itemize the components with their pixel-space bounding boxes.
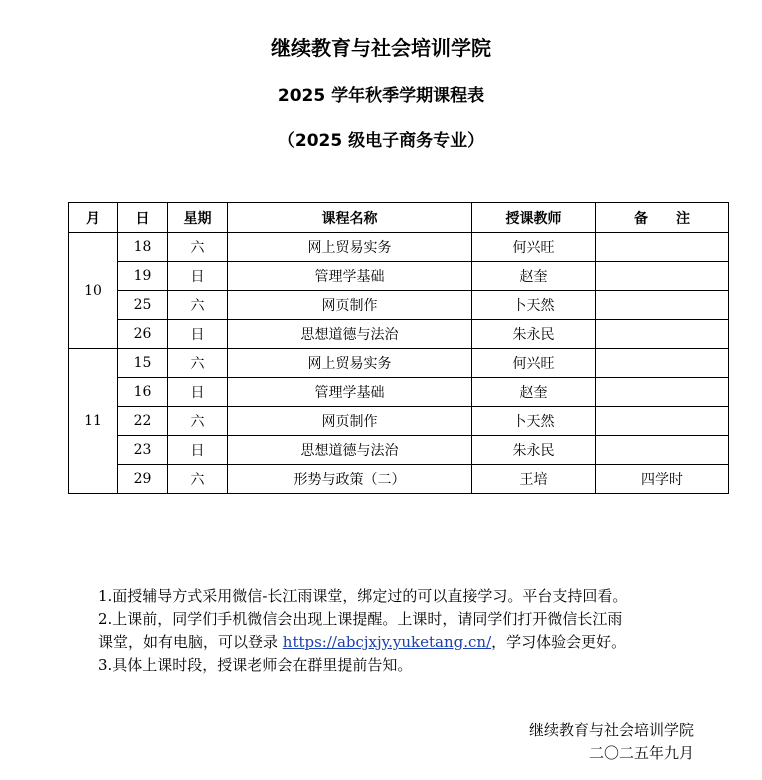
table-row [69, 349, 729, 378]
note-cell [596, 378, 729, 407]
note-line-2-cont-pre: 课堂，如有电脑，可以登录 [98, 633, 283, 651]
day-cell: 16 [118, 378, 168, 407]
day-cell: 29 [118, 465, 168, 494]
course-cell: 网页制作 [228, 291, 472, 320]
course-cell: 思想道德与法治 [228, 320, 472, 349]
weekday-cell: 日 [168, 378, 228, 407]
teacher-cell: 王培 [472, 465, 596, 494]
table-row [69, 291, 729, 320]
note-cell [596, 407, 729, 436]
note-line-3: 3.具体上课时段，授课老师会在群里提前告知。 [98, 656, 413, 674]
teacher-cell: 卜天然 [472, 407, 596, 436]
weekday-cell: 六 [168, 465, 228, 494]
course-cell: 形势与政策（二） [228, 465, 472, 494]
major-subtitle: （2025 级电子商务专业） [277, 131, 485, 151]
weekday-cell: 日 [168, 262, 228, 291]
weekday-cell: 六 [168, 233, 228, 262]
course-cell: 思想道德与法治 [228, 436, 472, 465]
note-cell: 四学时 [596, 465, 729, 494]
teacher-cell: 朱永民 [472, 436, 596, 465]
teacher-cell: 朱永民 [472, 320, 596, 349]
schedule-subtitle: 2025 学年秋季学期课程表 [277, 86, 485, 106]
table-header-row [69, 203, 729, 233]
header-teacher: 授课教师 [472, 203, 596, 233]
yuketang-link[interactable]: https://abcjxjy.yuketang.cn/ [282, 633, 492, 651]
course-cell: 网页制作 [228, 407, 472, 436]
course-cell: 网上贸易实务 [228, 233, 472, 262]
course-cell: 管理学基础 [228, 262, 472, 291]
header-weekday: 星期 [168, 203, 228, 233]
course-cell: 管理学基础 [228, 378, 472, 407]
note-cell [596, 320, 729, 349]
weekday-cell: 六 [168, 291, 228, 320]
table-row [69, 436, 729, 465]
header-course: 课程名称 [228, 203, 472, 233]
table-row [69, 378, 729, 407]
signature-org: 继续教育与社会培训学院 [528, 721, 694, 739]
weekday-cell: 六 [168, 349, 228, 378]
weekday-cell: 六 [168, 407, 228, 436]
note-line-2: 2.上课前，同学们手机微信会出现上课提醒。上课时，请同学们打开微信长江雨 [98, 610, 623, 628]
signature-date: 二〇二五年九月 [588, 744, 694, 762]
day-cell: 19 [118, 262, 168, 291]
teacher-cell: 卜天然 [472, 291, 596, 320]
note-cell [596, 436, 729, 465]
note-line-2-cont-post: ，学习体验会更好。 [491, 633, 627, 651]
day-cell: 25 [118, 291, 168, 320]
table-row [69, 262, 729, 291]
note-line-2-cont [98, 631, 708, 654]
table-row [69, 320, 729, 349]
course-cell: 网上贸易实务 [228, 349, 472, 378]
month-cell: 10 [69, 233, 118, 349]
teacher-cell: 赵奎 [472, 378, 596, 407]
note-cell [596, 349, 729, 378]
weekday-cell: 日 [168, 320, 228, 349]
day-cell: 23 [118, 436, 168, 465]
teacher-cell: 赵奎 [472, 262, 596, 291]
note-cell [596, 233, 729, 262]
table-row [69, 465, 729, 494]
day-cell: 26 [118, 320, 168, 349]
schedule-table [68, 202, 729, 494]
header-note: 备 注 [596, 203, 729, 233]
header-day: 日 [118, 203, 168, 233]
note-cell [596, 262, 729, 291]
note-line-1: 1.面授辅导方式采用微信-长江雨课堂，绑定过的可以直接学习。平台支持回看。 [98, 587, 628, 605]
day-cell: 22 [118, 407, 168, 436]
day-cell: 18 [118, 233, 168, 262]
weekday-cell: 日 [168, 436, 228, 465]
header-month: 月 [69, 203, 118, 233]
month-cell: 11 [69, 349, 118, 494]
note-cell [596, 291, 729, 320]
page-title: 继续教育与社会培训学院 [271, 36, 491, 60]
teacher-cell: 何兴旺 [472, 233, 596, 262]
table-row [69, 233, 729, 262]
notes-section [98, 585, 708, 677]
teacher-cell: 何兴旺 [472, 349, 596, 378]
day-cell: 15 [118, 349, 168, 378]
table-row [69, 407, 729, 436]
